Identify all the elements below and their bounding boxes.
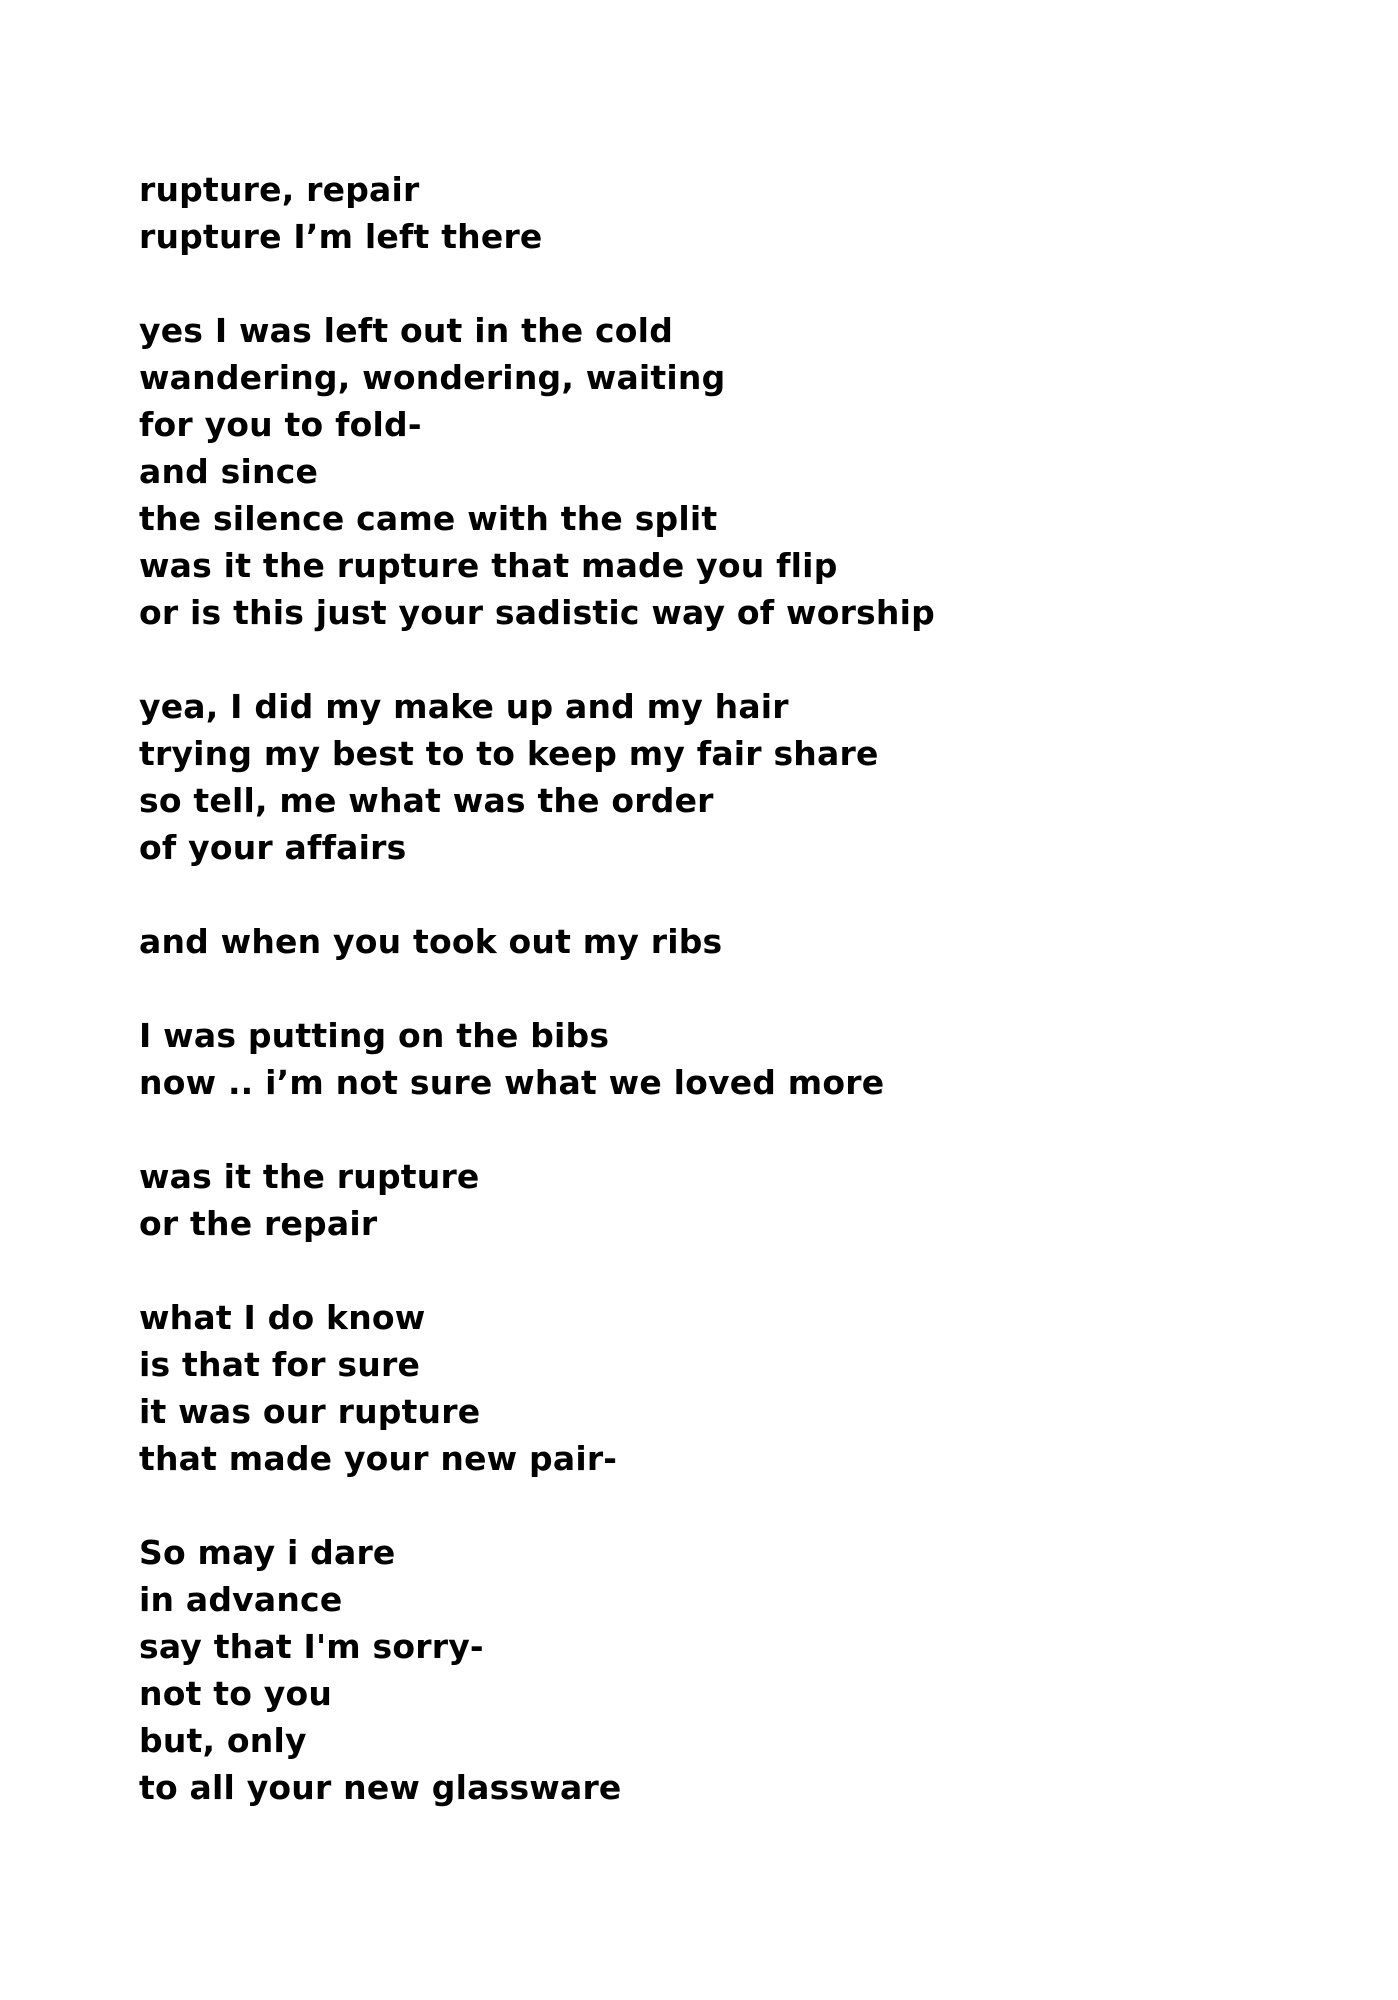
stanza-break xyxy=(139,871,1289,918)
poem-line: for you to fold- xyxy=(139,405,422,444)
poem-line: but, only xyxy=(139,1721,307,1760)
poem-line: so tell, me what was the order xyxy=(139,781,714,820)
stanza-6 xyxy=(139,1153,1289,1247)
poem-line: of your affairs xyxy=(139,828,407,867)
poem-line: rupture I’m left there xyxy=(139,217,543,256)
stanza-2 xyxy=(139,307,1289,636)
poem-line: trying my best to to keep my fair share xyxy=(139,734,879,773)
stanza-8 xyxy=(139,1529,1289,1811)
poem-line: is that for sure xyxy=(139,1345,421,1384)
stanza-4 xyxy=(139,918,1289,965)
poem-line: was it the rupture xyxy=(139,1157,480,1196)
poem-line: wandering, wondering, waiting xyxy=(139,358,726,397)
poem-body xyxy=(139,166,1289,1811)
stanza-1 xyxy=(139,166,1289,260)
poem-line: and since xyxy=(139,452,319,491)
poem-line: it was our rupture xyxy=(139,1392,481,1431)
poem-line: yea, I did my make up and my hair xyxy=(139,687,789,726)
stanza-break xyxy=(139,636,1289,683)
poem-line: say that I'm sorry- xyxy=(139,1627,484,1666)
poem-line: or the repair xyxy=(139,1204,378,1243)
stanza-break xyxy=(139,260,1289,307)
stanza-break xyxy=(139,965,1289,1012)
stanza-7 xyxy=(139,1294,1289,1482)
stanza-break xyxy=(139,1247,1289,1294)
poem-line: rupture, repair xyxy=(139,170,420,209)
poem-line: now .. i’m not sure what we loved more xyxy=(139,1063,885,1102)
stanza-5 xyxy=(139,1012,1289,1106)
stanza-break xyxy=(139,1106,1289,1153)
poem-line: in advance xyxy=(139,1580,343,1619)
poem-line: yes I was left out in the cold xyxy=(139,311,674,350)
poem-line: the silence came with the split xyxy=(139,499,718,538)
poem-line: not to you xyxy=(139,1674,333,1713)
poem-line: or is this just your sadistic way of worship xyxy=(139,593,935,632)
poem-line: So may i dare xyxy=(139,1533,396,1572)
stanza-3 xyxy=(139,683,1289,871)
poem-line: what I do know xyxy=(139,1298,426,1337)
poem-line: I was putting on the bibs xyxy=(139,1016,610,1055)
poem-line: was it the rupture that made you flip xyxy=(139,546,838,585)
stanza-break xyxy=(139,1482,1289,1529)
poem-line: that made your new pair- xyxy=(139,1439,618,1478)
poem-line: and when you took out my ribs xyxy=(139,922,723,961)
poem-line: to all your new glassware xyxy=(139,1768,622,1807)
